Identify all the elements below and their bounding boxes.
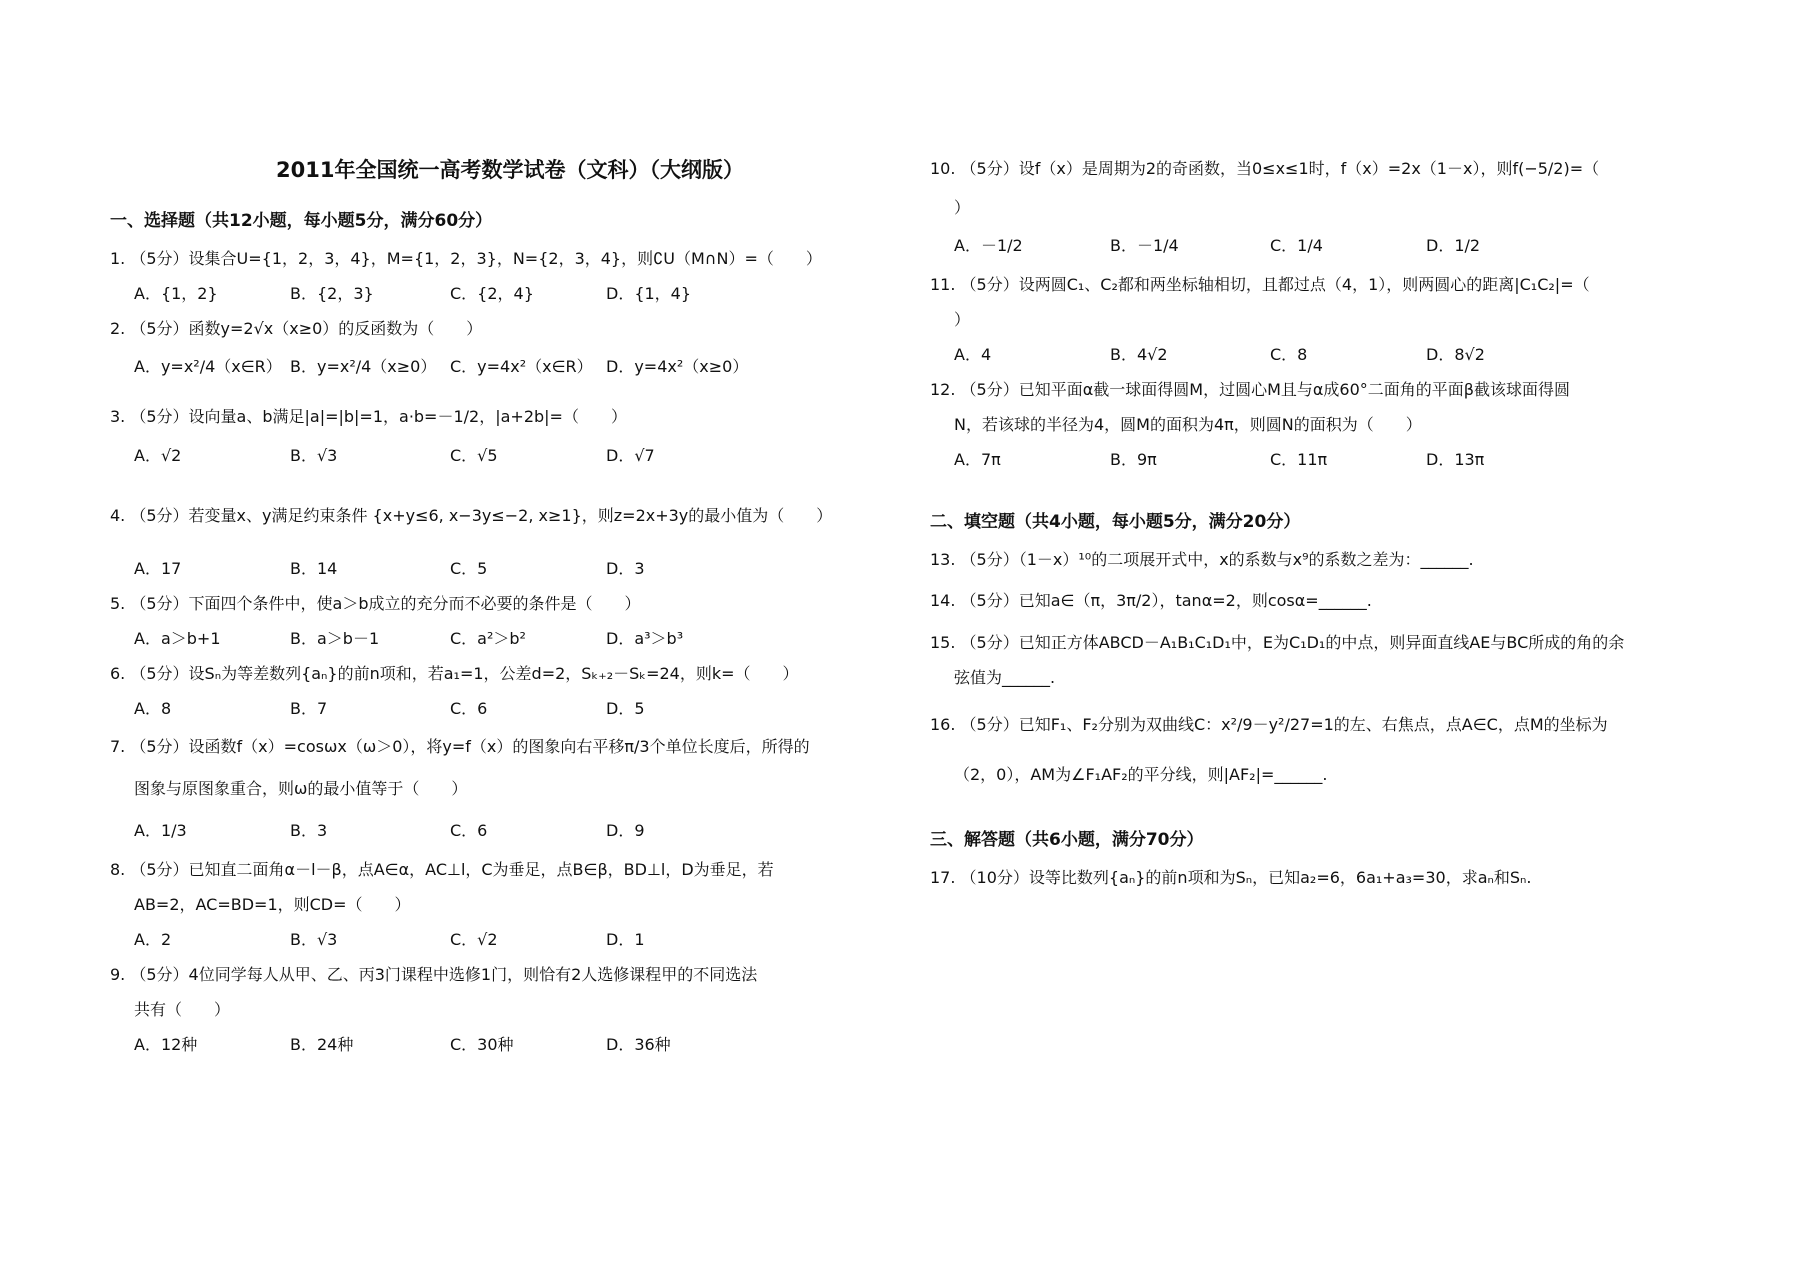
page-title: 2011年全国统一高考数学试卷（文科）（大纲版） [276, 158, 744, 182]
option-a: A．8 [134, 699, 172, 718]
question-3 [110, 396, 910, 473]
option-d: D．36种 [606, 1035, 671, 1054]
question-7-text-line1: 7. （5分）设函数f（x）=cosωx（ω＞0），将y=f（x）的图象向右平移π/3个单位长度后，所得的 [110, 737, 810, 756]
question-5-text: 5. （5分）下面四个条件中，使a＞b成立的充分而不必要的条件是（ ） [110, 594, 641, 613]
question-16-text-line1: 16. （5分）已知F₁、F₂分别为双曲线C：x²/9－y²/27=1的左、右焦点，点A∈C，点M的坐标为 [930, 715, 1608, 734]
question-11-text-line1: 11. （5分）设两圆C₁、C₂都和两坐标轴相切，且都过点（4，1），则两圆心的距离|C₁C₂|=（ [930, 275, 1590, 294]
question-1-text: 1. （5分）设集合U={1，2，3，4}，M={1，2，3}，N={2，3，4}，则∁U（M∩N）=（ ） [110, 249, 822, 268]
option-b: B．y=x²/4（x≥0） [290, 357, 437, 376]
option-c: C．y=4x²（x∈R） [450, 357, 593, 376]
question-8-text-line1: 8. （5分）已知直二面角α－l－β，点A∈α，AC⊥l，C为垂足，点B∈β，BD⊥l，D为垂足，若 [110, 860, 774, 879]
option-b: B．{2，3} [290, 284, 374, 303]
option-d: D．9 [606, 821, 645, 840]
option-a: A．12种 [134, 1035, 198, 1054]
question-8 [110, 852, 910, 957]
question-4-options [110, 551, 910, 586]
option-c: C．1/4 [1270, 236, 1323, 255]
option-b: B．3 [290, 821, 328, 840]
option-d: D．√7 [606, 446, 655, 465]
option-c: C．a²＞b² [450, 629, 526, 648]
question-6-options [110, 691, 910, 726]
option-b: B．24种 [290, 1035, 354, 1054]
option-c: C．√2 [450, 930, 498, 949]
question-9 [110, 957, 910, 1062]
option-d: D．8√2 [1426, 345, 1485, 364]
question-11 [930, 267, 1720, 372]
question-8-options [110, 922, 910, 957]
question-7-options [110, 810, 910, 852]
option-c: C．8 [1270, 345, 1308, 364]
option-b: B．9π [1110, 450, 1157, 469]
question-12-text-line2: N，若该球的半径为4，圆M的面积为4π，则圆N的面积为（ ） [954, 415, 1422, 434]
option-c: C．5 [450, 559, 488, 578]
section-fill-in: 二、填空题（共4小题，每小题5分，满分20分） [930, 512, 1301, 532]
question-15-text-line1: 15. （5分）已知正方体ABCD－A₁B₁C₁D₁中，E为C₁D₁的中点，则异面直线AE与BC所成的角的余 [930, 633, 1625, 652]
option-c: C．11π [1270, 450, 1328, 469]
question-16-text-line2: （2，0），AM为∠F₁AF₂的平分线，则|AF₂|=______. [954, 765, 1328, 784]
option-d: D．1/2 [1426, 236, 1481, 255]
option-c: C．{2，4} [450, 284, 534, 303]
question-12 [930, 372, 1720, 477]
option-a: A．y=x²/4（x∈R） [134, 357, 282, 376]
question-3-options [110, 438, 910, 473]
option-c: C．6 [450, 821, 488, 840]
option-d: D．{1，4} [606, 284, 692, 303]
option-c: C．30种 [450, 1035, 514, 1054]
section-multiple-choice: 一、选择题（共12小题，每小题5分，满分60分） [110, 211, 493, 231]
left-column [110, 148, 910, 1062]
question-17-text: 17. （10分）设等比数列{aₙ}的前n项和为Sₙ，已知a₂=6，6a₁+a₃=30，求aₙ和Sₙ. [930, 868, 1532, 887]
option-a: A．7π [954, 450, 1001, 469]
question-9-text-line1: 9. （5分）4位同学每人从甲、乙、丙3门课程中选修1门，则恰有2人选修课程甲的不同选法 [110, 965, 758, 984]
question-13-text: 13. （5分）（1－x）¹⁰的二项展开式中，x的系数与x⁹的系数之差为：______. [930, 550, 1474, 569]
question-1-options [110, 276, 910, 311]
question-11-options [930, 337, 1720, 372]
question-1 [110, 241, 910, 311]
section-solutions: 三、解答题（共6小题，满分70分） [930, 830, 1204, 850]
option-a: A．1/3 [134, 821, 187, 840]
option-d: D．1 [606, 930, 645, 949]
option-c: C．6 [450, 699, 488, 718]
question-2 [110, 311, 910, 388]
option-d: D．a³＞b³ [606, 629, 684, 648]
option-a: A．√2 [134, 446, 182, 465]
question-8-text-line2: AB=2，AC=BD=1，则CD=（ ） [134, 895, 411, 914]
question-10 [930, 148, 1720, 267]
question-14-text: 14. （5分）已知a∈（π，3π/2），tanα=2，则cosα=______. [930, 591, 1372, 610]
question-12-text-line1: 12. （5分）已知平面α截一球面得圆M，过圆心M且与α成60°二面角的平面β截该球面得圆 [930, 380, 1570, 399]
option-b: B．7 [290, 699, 328, 718]
option-c: C．√5 [450, 446, 498, 465]
question-10-text-line2: ） [954, 198, 971, 217]
right-column [930, 148, 1720, 895]
option-b: B．a＞b－1 [290, 629, 380, 648]
question-2-options [110, 346, 910, 388]
question-5-options [110, 621, 910, 656]
option-a: A．4 [954, 345, 992, 364]
option-b: B．√3 [290, 446, 338, 465]
option-a: A．{1，2} [134, 284, 218, 303]
question-10-text-line1: 10. （5分）设f（x）是周期为2的奇函数，当0≤x≤1时，f（x）=2x（1－x），则f(−5/2)=（ [930, 159, 1600, 178]
option-b: B．4√2 [1110, 345, 1168, 364]
question-10-options [930, 225, 1720, 267]
option-b: B．14 [290, 559, 338, 578]
question-6-text: 6. （5分）设Sₙ为等差数列{aₙ}的前n项和，若a₁=1，公差d=2，Sₖ₊₂－Sₖ=24，则k=（ ） [110, 664, 799, 683]
option-a: A．－1/2 [954, 236, 1023, 255]
option-b: B．－1/4 [1110, 236, 1179, 255]
question-5 [110, 586, 910, 656]
question-2-text: 2. （5分）函数y=2√x（x≥0）的反函数为（ ） [110, 319, 483, 338]
option-a: A．17 [134, 559, 182, 578]
question-11-text-line2: ） [954, 310, 971, 329]
question-4-text: 4. （5分）若变量x、y满足约束条件 {x+y≤6, x−3y≤−2, x≥1}，则z=2x+3y的最小值为（ ） [110, 506, 833, 525]
question-6 [110, 656, 910, 726]
question-9-options [110, 1027, 910, 1062]
option-d: D．5 [606, 699, 645, 718]
question-15-text-line2: 弦值为______. [954, 668, 1056, 687]
question-12-options [930, 442, 1720, 477]
option-d: D．y=4x²（x≥0） [606, 357, 749, 376]
option-a: A．a＞b+1 [134, 629, 221, 648]
question-7 [110, 726, 910, 852]
option-d: D．13π [1426, 450, 1485, 469]
question-9-text-line2: 共有（ ） [134, 1000, 231, 1019]
option-d: D．3 [606, 559, 645, 578]
question-4 [110, 481, 910, 586]
option-a: A．2 [134, 930, 172, 949]
question-3-text: 3. （5分）设向量a、b满足|a|=|b|=1，a·b=－1/2，|a+2b|=（ ） [110, 407, 627, 426]
option-b: B．√3 [290, 930, 338, 949]
question-7-text-line2: 图象与原图象重合，则ω的最小值等于（ ） [134, 779, 468, 798]
